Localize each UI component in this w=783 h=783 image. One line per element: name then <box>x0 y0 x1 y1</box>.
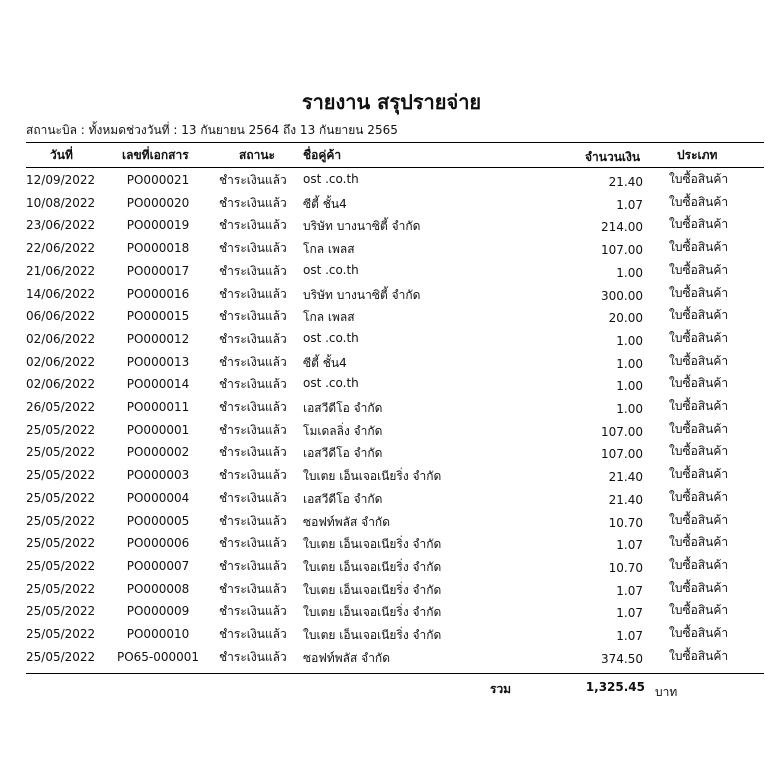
header-doc-no: เลขที่เอกสาร <box>122 148 189 162</box>
row-amount: 21.40 <box>608 470 643 485</box>
row-date: 25/05/2022 <box>26 468 96 483</box>
row-date: 25/05/2022 <box>26 649 96 664</box>
table-row <box>0 626 783 648</box>
row-type: ใบซื้อสินค้า <box>669 603 729 618</box>
header-status: สถานะ <box>239 148 275 162</box>
total-value: 1,325.45 <box>585 680 645 694</box>
row-amount: 1.00 <box>616 333 643 348</box>
row-type: ใบซื้อสินค้า <box>669 240 729 255</box>
row-doc-no: PO000008 <box>126 581 190 596</box>
table-row <box>0 558 783 580</box>
row-status: ชำระเงินแล้ว <box>219 490 287 505</box>
header-type: ประเภท <box>677 148 718 162</box>
row-vendor: เอสวีดีโอ จำกัด <box>303 491 383 506</box>
table-row <box>0 263 783 285</box>
row-doc-no: PO000013 <box>126 354 190 369</box>
row-type: ใบซื้อสินค้า <box>669 194 729 209</box>
row-date: 25/05/2022 <box>26 513 96 528</box>
row-type: ใบซื้อสินค้า <box>669 489 729 504</box>
row-doc-no: PO000005 <box>126 513 190 528</box>
row-vendor: โมเดลลิ่ง จำกัด <box>303 423 383 438</box>
row-type: ใบซื้อสินค้า <box>669 353 729 368</box>
row-vendor: ใบเตย เอ็นเจอเนียริ่ง จำกัด <box>303 469 442 484</box>
row-type: ใบซื้อสินค้า <box>669 580 729 595</box>
row-vendor: ใบเตย เอ็นเจอเนียริ่ง จำกัด <box>303 605 442 620</box>
row-doc-no: PO000001 <box>126 422 190 437</box>
row-vendor: ซอฟท์พลัส จำกัด <box>303 650 390 665</box>
row-vendor: โกล เพลส <box>303 310 355 325</box>
row-status: ชำระเงินแล้ว <box>219 377 287 392</box>
row-date: 10/08/2022 <box>26 195 96 210</box>
row-doc-no: PO000009 <box>126 604 190 619</box>
row-vendor: ใบเตย เอ็นเจอเนียริ่ง จำกัด <box>303 537 442 552</box>
row-date: 22/06/2022 <box>26 241 96 256</box>
table-row <box>0 195 783 217</box>
row-vendor: ost .co.th <box>303 330 359 345</box>
row-date: 25/05/2022 <box>26 627 96 641</box>
row-type: ใบซื้อสินค้า <box>669 217 729 232</box>
row-amount: 1.00 <box>616 356 643 371</box>
row-date: 06/06/2022 <box>26 309 96 324</box>
row-doc-no: PO000010 <box>126 627 190 641</box>
row-doc-no: PO000016 <box>126 286 190 301</box>
row-date: 25/05/2022 <box>26 604 96 619</box>
row-doc-no: PO000019 <box>126 218 190 233</box>
report-subtitle: สถานะบิล : ทั้งหมดช่วงวันที่ : 13 กันยายน 2564 ถึง 13 กันยายน 2565 <box>26 123 398 137</box>
header-top-rule <box>26 142 764 143</box>
row-date: 21/06/2022 <box>26 263 96 278</box>
row-type: ใบซื้อสินค้า <box>669 512 729 527</box>
row-amount: 107.00 <box>601 447 643 462</box>
row-status: ชำระเงินแล้ว <box>219 354 287 369</box>
row-type: ใบซื้อสินค้า <box>669 535 729 550</box>
table-row <box>0 240 783 262</box>
table-row <box>0 308 783 330</box>
row-status: ชำระเงินแล้ว <box>219 400 287 414</box>
table-row <box>0 399 783 421</box>
row-amount: 107.00 <box>601 424 643 439</box>
row-type: ใบซื้อสินค้า <box>669 648 729 663</box>
row-doc-no: PO000021 <box>126 173 190 187</box>
row-status: ชำระเงินแล้ว <box>219 581 287 596</box>
table-row <box>0 649 783 671</box>
row-vendor: ใบเตย เอ็นเจอเนียริ่ง จำกัด <box>303 582 442 597</box>
table-row <box>0 376 783 398</box>
header-date: วันที่ <box>50 148 73 162</box>
row-status: ชำระเงินแล้ว <box>219 468 287 483</box>
row-doc-no: PO000012 <box>126 331 190 346</box>
table-row <box>0 286 783 308</box>
row-type: ใบซื้อสินค้า <box>669 557 729 572</box>
row-doc-no: PO000018 <box>126 241 190 256</box>
table-row <box>0 217 783 239</box>
row-type: ใบซื้อสินค้า <box>669 626 729 640</box>
footer-rule <box>26 673 764 674</box>
table-row <box>0 331 783 353</box>
total-label: รวม <box>490 682 512 696</box>
row-doc-no: PO000006 <box>126 536 190 551</box>
row-amount: 107.00 <box>601 243 643 258</box>
table-row <box>0 172 783 194</box>
row-date: 25/05/2022 <box>26 558 96 573</box>
row-type: ใบซื้อสินค้า <box>669 308 729 323</box>
row-amount: 214.00 <box>601 220 643 235</box>
row-amount: 21.40 <box>608 492 643 507</box>
row-vendor: ost .co.th <box>303 376 359 391</box>
row-type: ใบซื้อสินค้า <box>669 285 729 300</box>
row-status: ชำระเงินแล้ว <box>219 241 287 256</box>
row-amount: 1.00 <box>616 379 643 394</box>
row-date: 25/05/2022 <box>26 422 96 437</box>
row-amount: 374.50 <box>601 651 643 666</box>
row-type: ใบซื้อสินค้า <box>669 172 729 186</box>
row-status: ชำระเงินแล้ว <box>219 218 287 233</box>
header-bottom-rule <box>26 167 764 168</box>
row-date: 02/06/2022 <box>26 331 96 346</box>
row-date: 26/05/2022 <box>26 400 96 414</box>
row-vendor: ใบเตย เอ็นเจอเนียริ่ง จำกัด <box>303 628 442 642</box>
row-amount: 1.00 <box>616 265 643 280</box>
row-vendor: บริษัท บางนาซิตี้ จำกัด <box>303 287 421 302</box>
row-vendor: โกล เพลส <box>303 242 355 257</box>
row-date: 12/09/2022 <box>26 173 96 187</box>
row-type: ใบซื้อสินค้า <box>669 399 729 413</box>
row-status: ชำระเงินแล้ว <box>219 173 287 187</box>
row-doc-no: PO65-000001 <box>116 649 200 664</box>
row-doc-no: PO000014 <box>126 377 190 392</box>
row-status: ชำระเงินแล้ว <box>219 422 287 437</box>
row-status: ชำระเงินแล้ว <box>219 195 287 210</box>
row-amount: 21.40 <box>608 175 643 189</box>
row-date: 14/06/2022 <box>26 286 96 301</box>
row-amount: 10.70 <box>608 515 643 530</box>
row-amount: 300.00 <box>601 288 643 303</box>
row-status: ชำระเงินแล้ว <box>219 263 287 278</box>
row-doc-no: PO000007 <box>126 558 190 573</box>
total-unit: บาท <box>655 685 678 699</box>
row-doc-no: PO000004 <box>126 490 190 505</box>
row-status: ชำระเงินแล้ว <box>219 331 287 346</box>
row-type: ใบซื้อสินค้า <box>669 262 729 277</box>
row-vendor: บริษัท บางนาซิตี้ จำกัด <box>303 219 421 234</box>
row-status: ชำระเงินแล้ว <box>219 286 287 301</box>
row-vendor: ซีตี้ ชั้น4 <box>303 196 347 211</box>
row-date: 02/06/2022 <box>26 354 96 369</box>
row-doc-no: PO000011 <box>126 400 190 414</box>
row-amount: 1.07 <box>616 538 643 553</box>
table-row <box>0 422 783 444</box>
row-vendor: เอสวีดีโอ จำกัด <box>303 446 383 461</box>
row-amount: 1.00 <box>616 402 643 416</box>
header-vendor: ชื่อคู่ค้า <box>303 148 342 162</box>
row-date: 02/06/2022 <box>26 377 96 392</box>
table-row <box>0 581 783 603</box>
row-vendor: เอสวีดีโอ จำกัด <box>303 401 383 415</box>
row-vendor: ใบเตย เอ็นเจอเนียริ่ง จำกัด <box>303 559 442 574</box>
row-amount: 1.07 <box>616 583 643 598</box>
row-vendor: ซีตี้ ชั้น4 <box>303 355 347 370</box>
row-amount: 1.07 <box>616 197 643 212</box>
table-row <box>0 490 783 512</box>
row-status: ชำระเงินแล้ว <box>219 558 287 573</box>
row-vendor: ost .co.th <box>303 262 359 277</box>
table-row <box>0 354 783 376</box>
row-type: ใบซื้อสินค้า <box>669 330 729 345</box>
table-row <box>0 603 783 625</box>
row-status: ชำระเงินแล้ว <box>219 445 287 460</box>
report-title: รายงาน สรุปรายจ่าย <box>301 90 482 114</box>
row-amount: 1.07 <box>616 606 643 621</box>
row-status: ชำระเงินแล้ว <box>219 536 287 551</box>
row-date: 25/05/2022 <box>26 581 96 596</box>
row-date: 25/05/2022 <box>26 490 96 505</box>
row-type: ใบซื้อสินค้า <box>669 421 729 436</box>
row-doc-no: PO000002 <box>126 445 190 460</box>
row-doc-no: PO000015 <box>126 309 190 324</box>
row-doc-no: PO000017 <box>126 263 190 278</box>
row-status: ชำระเงินแล้ว <box>219 309 287 324</box>
row-amount: 1.07 <box>616 629 643 643</box>
row-doc-no: PO000020 <box>126 195 190 210</box>
row-doc-no: PO000003 <box>126 468 190 483</box>
row-status: ชำระเงินแล้ว <box>219 513 287 528</box>
header-amount: จำนวนเงิน <box>585 150 641 164</box>
table-row <box>0 513 783 535</box>
row-status: ชำระเงินแล้ว <box>219 649 287 664</box>
row-date: 25/05/2022 <box>26 445 96 460</box>
row-date: 25/05/2022 <box>26 536 96 551</box>
row-status: ชำระเงินแล้ว <box>219 627 287 641</box>
row-vendor: ost .co.th <box>303 172 359 186</box>
row-amount: 10.70 <box>608 560 643 575</box>
table-row <box>0 444 783 466</box>
row-type: ใบซื้อสินค้า <box>669 444 729 459</box>
table-row <box>0 467 783 489</box>
row-type: ใบซื้อสินค้า <box>669 467 729 482</box>
row-type: ใบซื้อสินค้า <box>669 376 729 391</box>
row-date: 23/06/2022 <box>26 218 96 233</box>
row-status: ชำระเงินแล้ว <box>219 604 287 619</box>
table-row <box>0 535 783 557</box>
row-vendor: ซอฟท์พลัส จำกัด <box>303 514 390 529</box>
row-amount: 20.00 <box>608 311 643 326</box>
